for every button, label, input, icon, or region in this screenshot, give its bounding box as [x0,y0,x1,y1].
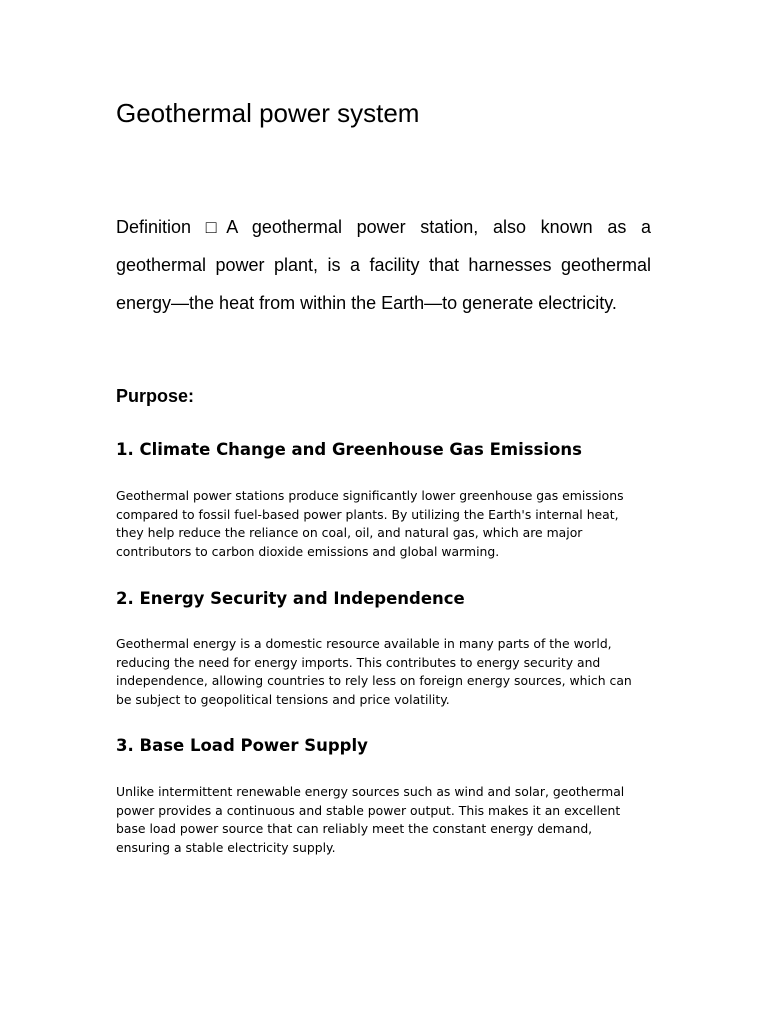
purpose-label: Purpose: [116,386,195,406]
section-body-base-load [116,783,646,858]
body-line: they help reduce the reliance on coal, oil, and natural gas, which are major [116,525,583,541]
section-body-climate-change [116,487,646,562]
page-title: Geothermal power system [116,98,420,128]
body-line: compared to fossil fuel-based power plants. By utilizing the Earth's internal heat, [116,506,619,522]
section-body-energy-security [116,635,646,710]
body-line: Unlike intermittent renewable energy sources such as wind and solar, geothermal [116,784,625,799]
body-line: reducing the need for energy imports. This contributes to energy security and [116,654,601,670]
body-line: Geothermal power stations produce significantly lower greenhouse gas emissions [116,488,624,503]
body-line: contributors to carbon dioxide emissions and global warming. [116,544,500,560]
section-heading-base-load: 3. Base Load Power Supply [116,736,368,755]
body-line: power provides a continuous and stable power output. This makes it an excellent [116,802,621,818]
section-heading-energy-security: 2. Energy Security and Independence [116,589,465,608]
section-heading-climate-change: 1. Climate Change and Greenhouse Gas Emissions [116,440,582,459]
body-line: ensuring a stable electricity supply. [116,840,336,856]
body-line: independence, allowing countries to rely less on foreign energy sources, which can [116,673,632,689]
body-line: base load power source that can reliably meet the constant energy demand, [116,821,593,837]
definition-paragraph: Definition □A geothermal power station, also known as a geothermal power plant, is a facility that harnesses geothermal energy—the heat from within the Earth—to generate electricity. [116,217,651,313]
body-line: be subject to geopolitical tensions and price volatility. [116,692,450,708]
body-line: Geothermal energy is a domestic resource available in many parts of the world, [116,636,612,651]
